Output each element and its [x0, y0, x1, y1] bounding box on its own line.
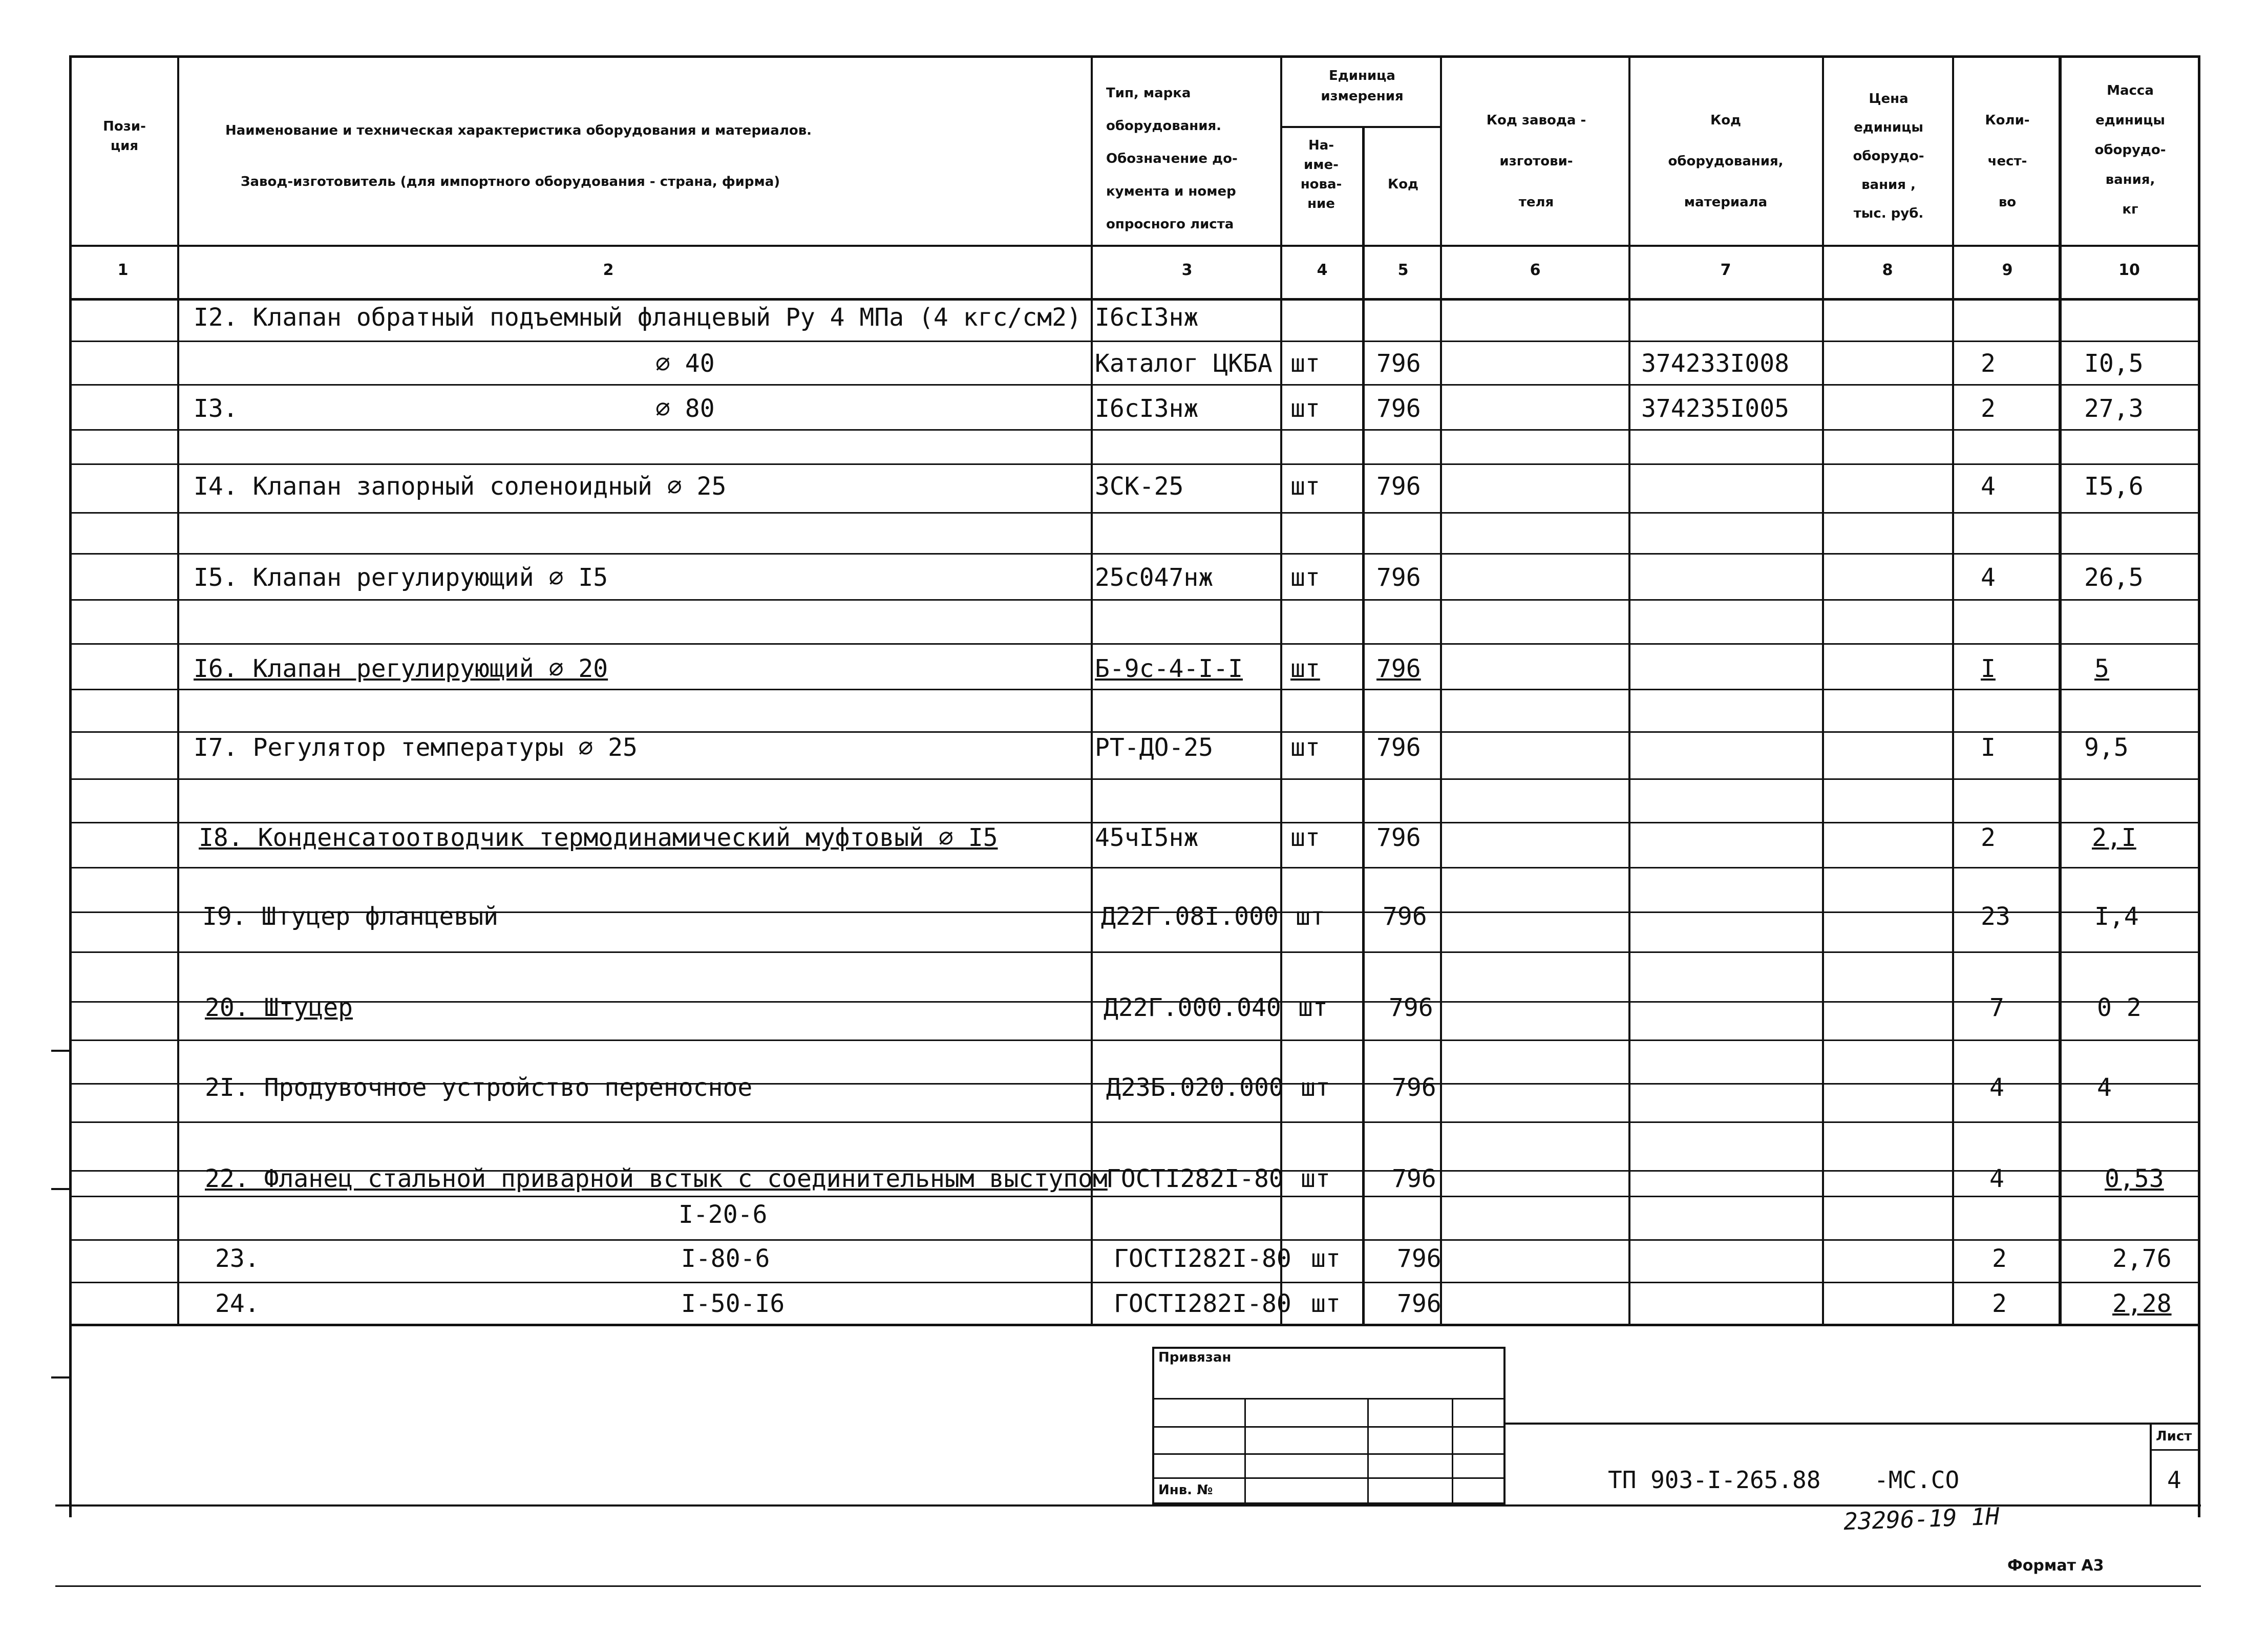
row-22-code: 796 [1392, 1164, 1436, 1193]
bottom-line [55, 1585, 2201, 1587]
row-12-name: I2. Клапан обратный подъемный фланцевый Ру 4 МПа (4 кгс/см2) [194, 303, 1082, 332]
col-divider-2 [1091, 55, 1093, 1325]
row-15-qty: 4 [1981, 563, 1996, 592]
col-num-3: 3 [1181, 261, 1193, 279]
row-separator [69, 731, 2199, 733]
row-24-code: 796 [1397, 1289, 1442, 1318]
row-19-qty: 23 [1981, 902, 2010, 931]
col-num-5: 5 [1397, 261, 1409, 279]
row-separator [69, 643, 2199, 645]
row-separator [69, 867, 2199, 868]
sheet-cell-divider [2150, 1423, 2152, 1504]
row-21-qty: 4 [1989, 1073, 2004, 1102]
row-24-mass: 2,28 [2112, 1289, 2172, 1318]
row-separator [69, 1239, 2199, 1241]
row-23-name: I-80-6 [681, 1244, 770, 1273]
row-15-name: I5. Клапан регулирующий ⌀ I5 [194, 563, 608, 592]
row-separator [69, 553, 2199, 555]
row-20-name: 20. Штуцер [205, 993, 353, 1022]
row-15-code: 796 [1376, 563, 1421, 592]
header-bottom [69, 245, 2199, 247]
col-num-10: 10 [2118, 261, 2140, 279]
row-12-type: I6cI3нж [1095, 303, 1199, 332]
header-equip-code: Код оборудования, материала [1668, 113, 1784, 210]
row-18-name: I8. Конденсатоотводчик термодинамический муфтовый ⌀ I5 [199, 823, 998, 852]
row-22-type: ГОСТI282I-80 [1106, 1164, 1284, 1193]
margin-tick-1 [51, 1050, 72, 1052]
header-qty: Коли- чест- во [1985, 113, 2030, 210]
header-unit-name: На- име- нова- ние [1300, 138, 1342, 211]
row-19-mass: I,4 [2094, 902, 2139, 931]
row-24-type: ГОСТI282I-80 [1114, 1289, 1291, 1318]
unit-subdivider [1280, 126, 1441, 128]
row-separator [69, 384, 2199, 386]
row-separator [69, 1121, 2199, 1123]
header-price: Цена единицы оборудо- вания , тыс. руб. [1853, 91, 1924, 221]
row-24-unit: шт [1311, 1289, 1341, 1318]
row-23-unit: шт [1311, 1244, 1341, 1273]
row-24-name: I-50-I6 [681, 1289, 785, 1318]
row-16-unit: шт [1290, 654, 1320, 683]
row-14-name: I4. Клапан запорный соленоидный ⌀ 25 [194, 472, 727, 501]
header-mass: Масса единицы оборудо- вания, кг [2094, 83, 2166, 217]
frame-left [69, 55, 72, 1517]
margin-tick-2 [51, 1188, 72, 1190]
row-15-mass: 26,5 [2084, 563, 2144, 592]
stamp-vline-2 [1367, 1398, 1369, 1504]
inv-label: Инв. № [1158, 1482, 1213, 1498]
row-separator [69, 689, 2199, 690]
numbers-bottom [69, 298, 2199, 301]
row-13-unit: шт [1290, 394, 1320, 423]
col-divider-7 [1822, 55, 1824, 1325]
row-13-qty: 2 [1981, 394, 1996, 423]
row-18-qty: 2 [1981, 823, 1996, 852]
row-15-type: 25c047нж [1095, 563, 1214, 592]
row-21-name: 2I. Продувочное устройство переносное [205, 1073, 753, 1102]
row-13-equip: 374235I005 [1641, 394, 1789, 423]
col-divider-1 [177, 55, 179, 1325]
format-label: Формат А3 [2007, 1557, 2104, 1575]
col-num-2: 2 [603, 261, 614, 279]
row-19-code: 796 [1383, 902, 1427, 931]
header-unit-code: Код [1387, 177, 1419, 192]
doc-suffix: -МС.СО [1874, 1466, 1960, 1494]
row-13-pos: I3. [194, 394, 238, 423]
row-separator [69, 512, 2199, 514]
row-17-code: 796 [1376, 733, 1421, 762]
col-num-7: 7 [1720, 261, 1731, 279]
row-12b-code: 796 [1376, 349, 1421, 378]
handwritten-number: 23296-19 1Н [1843, 1502, 2000, 1536]
row-20-qty: 7 [1989, 993, 2004, 1022]
row-18-mass: 2,I [2092, 823, 2136, 852]
sheet-label-line [2150, 1449, 2199, 1451]
col-divider-3 [1280, 55, 1282, 1325]
row-23-pos: 23. [215, 1244, 260, 1273]
row-21-code: 796 [1392, 1073, 1436, 1102]
margin-tick-3 [51, 1376, 72, 1378]
row-15-unit: шт [1290, 563, 1320, 592]
row-22-mass: 0,53 [2105, 1164, 2164, 1193]
frame-right [2198, 55, 2200, 1517]
col-divider-4 [1362, 126, 1365, 1325]
row-19-type: Д22Г.08I.000 [1101, 902, 1279, 931]
header-name: Наименование и техническая характеристика оборудования и материалов. Завод-изготовитель (для импортного оборудования - страна, фирма) [225, 123, 812, 189]
row-16-name: I6. Клапан регулирующий ⌀ 20 [194, 654, 608, 683]
row-12b-qty: 2 [1981, 349, 1996, 378]
row-18-unit: шт [1290, 823, 1320, 852]
row-22-qty: 4 [1989, 1164, 2004, 1193]
row-18-code: 796 [1376, 823, 1421, 852]
row-13-name: ⌀ 80 [655, 394, 715, 423]
row-17-unit: шт [1290, 733, 1320, 762]
row-19-name: I9. Штуцер фланцевый [202, 902, 498, 931]
col-num-1: 1 [117, 261, 129, 279]
row-12b-mass: I0,5 [2084, 349, 2144, 378]
row-17-qty: I [1981, 733, 1996, 762]
row-14-type: 3СК-25 [1095, 472, 1184, 501]
col-divider-6 [1628, 55, 1630, 1325]
row-19-unit: шт [1296, 902, 1325, 931]
row-21-unit: шт [1301, 1073, 1330, 1102]
header-unit: Единица измерения [1321, 68, 1404, 104]
header-type: Тип, марка оборудования. Обозначение до- кумента и номер опросного листа [1106, 86, 1238, 232]
row-22-unit: шт [1301, 1164, 1330, 1193]
row-17-mass: 9,5 [2084, 733, 2129, 762]
row-23-type: ГОСТI282I-80 [1114, 1244, 1291, 1273]
row-separator [69, 1196, 2199, 1197]
row-24-pos: 24. [215, 1289, 260, 1318]
row-17-name: I7. Регулятор температуры ⌀ 25 [194, 733, 638, 762]
row-20-code: 796 [1389, 993, 1433, 1022]
row-separator [69, 1282, 2199, 1283]
row-20-type: Д22Г.000.040 [1104, 993, 1281, 1022]
row-16-mass: 5 [2094, 654, 2109, 683]
col-divider-5 [1440, 55, 1442, 1325]
row-17-type: РТ-ДО-25 [1095, 733, 1214, 762]
row-16-type: Б-9с-4-I-I [1095, 654, 1243, 683]
sheet-number: 4 [2167, 1466, 2181, 1494]
row-separator [69, 1040, 2199, 1041]
row-21-mass: 4 [2097, 1073, 2112, 1102]
header-factory-code: Код завода - изготови- теля [1486, 113, 1586, 210]
row-23-mass: 2,76 [2112, 1244, 2172, 1273]
row-14-unit: шт [1290, 472, 1320, 501]
row-16-qty: I [1981, 654, 1996, 683]
col-divider-8 [1952, 55, 1954, 1325]
doc-number: ТП 903-I-265.88 [1608, 1466, 1821, 1494]
title-top-line [1506, 1423, 2199, 1425]
row-13-mass: 27,3 [2084, 394, 2144, 423]
row-23-code: 796 [1397, 1244, 1442, 1273]
row-21-type: Д23Б.020.000 [1106, 1073, 1284, 1102]
stamp-vline-3 [1452, 1398, 1453, 1504]
row-separator [69, 778, 2199, 780]
row-12b-equip: 374233I008 [1641, 349, 1789, 378]
row-23-qty: 2 [1992, 1244, 2007, 1273]
row-12b-unit: шт [1290, 349, 1320, 378]
row-22-name: 22. Фланец стальной приварной встык с соединительным выступом [205, 1164, 1108, 1193]
bound-label: Привязан [1158, 1350, 1232, 1365]
header-pos: Пози- ция [103, 119, 146, 154]
row-13-type: I6cI3нж [1095, 394, 1199, 423]
row-separator [69, 599, 2199, 601]
row-13-code: 796 [1376, 394, 1421, 423]
row-24-qty: 2 [1992, 1289, 2007, 1318]
col-divider-9 [2059, 55, 2062, 1325]
row-separator [69, 951, 2199, 953]
col-num-6: 6 [1530, 261, 1541, 279]
row-14-qty: 4 [1981, 472, 1996, 501]
row-separator [69, 429, 2199, 431]
row-18-type: 45чI5нж [1095, 823, 1199, 852]
stamp-vline-1 [1244, 1398, 1246, 1504]
row-20-mass: 0 2 [2097, 993, 2142, 1022]
row-14-code: 796 [1376, 472, 1421, 501]
frame-top [69, 55, 2199, 58]
table-bottom [69, 1324, 2199, 1326]
col-num-4: 4 [1317, 261, 1328, 279]
col-num-8: 8 [1882, 261, 1893, 279]
row-12b-type: Каталог ЦКБА [1095, 349, 1273, 378]
row-12b-name: ⌀ 40 [655, 349, 715, 378]
sheet-label: Лист [2156, 1429, 2192, 1444]
row-20-unit: шт [1298, 993, 1328, 1022]
row-14-mass: I5,6 [2084, 472, 2144, 501]
row-separator [69, 341, 2199, 342]
col-num-9: 9 [2002, 261, 2013, 279]
row-16-code: 796 [1376, 654, 1421, 683]
row-separator [69, 463, 2199, 465]
row-22b-name: I-20-6 [679, 1200, 768, 1229]
